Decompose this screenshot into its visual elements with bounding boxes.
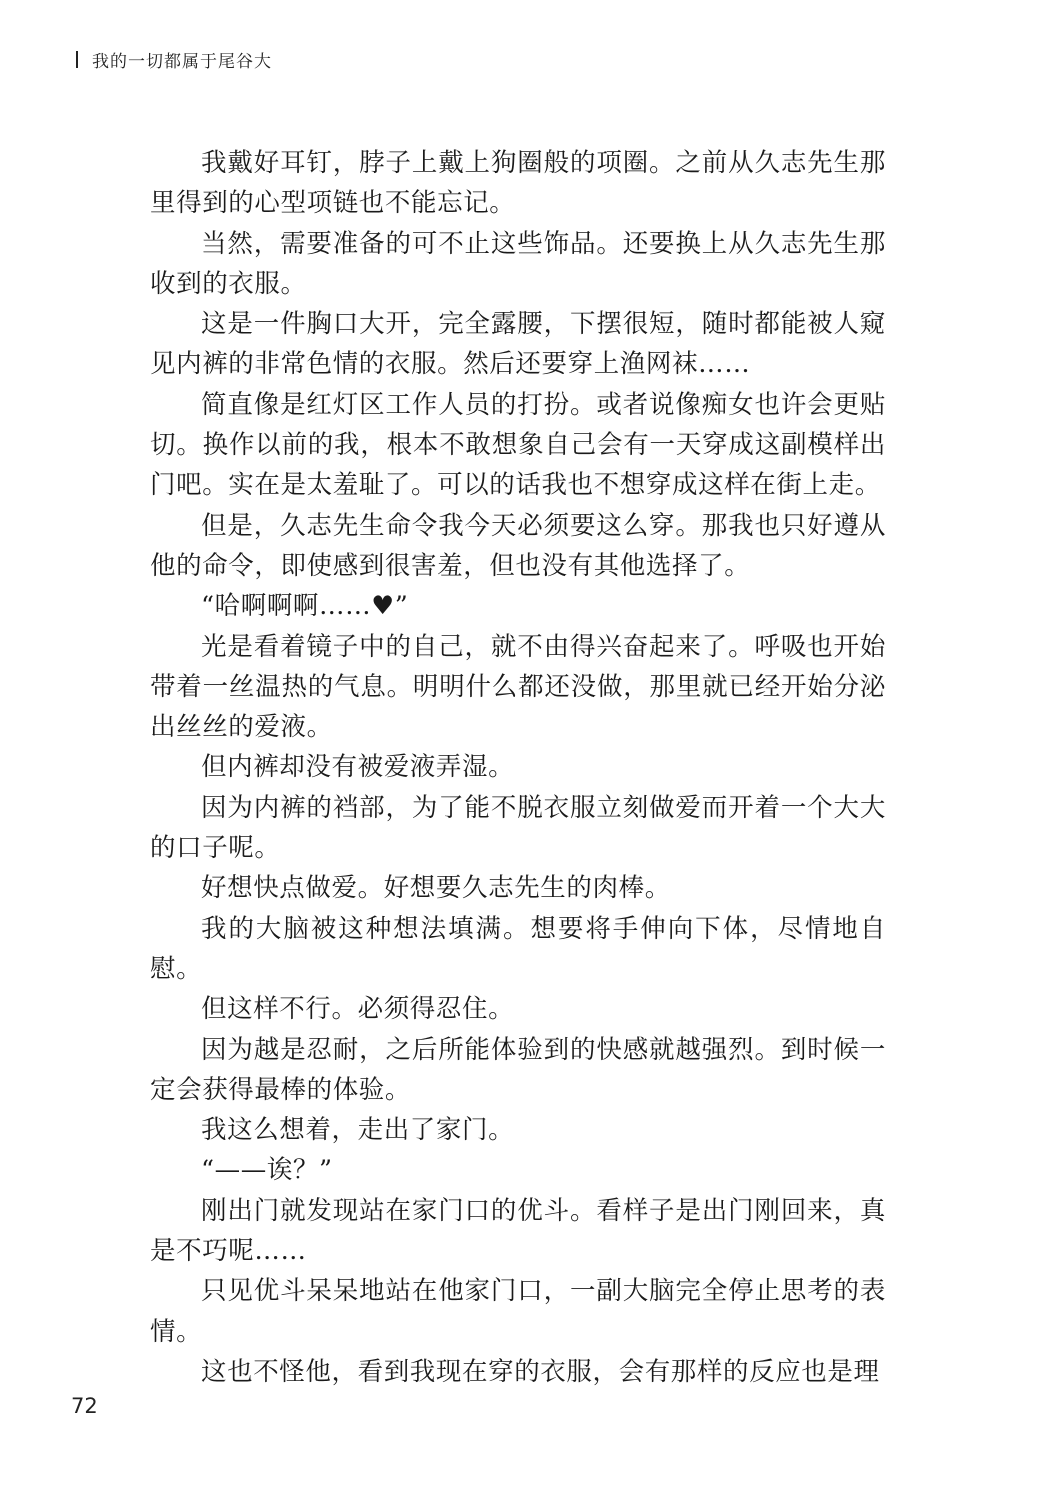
paragraph: 但内裤却没有被爱液弄湿。 [201,752,515,783]
body-text [150,143,886,1392]
running-header [76,47,272,72]
paragraph: 这是一件胸口大开，完全露腰，下摆很短，随时都能被人窥见内裤的非常色情的衣服。然后还要穿上渔网袜…… [150,309,886,380]
paragraph: 因为内裤的裆部，为了能不脱衣服立刻做爱而开着一个大大的口子呢。 [150,792,886,864]
paragraph: 光是看着镜子中的自己，就不由得兴奋起来了。呼吸也开始带着一丝温热的气息。明明什么都还没做，那里就已经开始分泌出丝丝的爱液。 [150,631,886,743]
paragraph: 但这样不行。必须得忍住。 [201,994,515,1025]
paragraph: 我这么想着，走出了家门。 [201,1115,515,1146]
paragraph: 因为越是忍耐，之后所能体验到的快感就越强烈。到时候一定会获得最棒的体验。 [150,1034,886,1105]
paragraph: 好想快点做爱。好想要久志先生的肉棒。 [201,873,671,904]
page-number: 72 [71,1394,98,1418]
header-divider [76,51,78,68]
paragraph: 只见优斗呆呆地站在他家门口，一副大脑完全停止思考的表情。 [150,1276,886,1347]
book-title: 我的一切都属于尾谷大 [92,52,272,72]
dialogue-paragraph: “哈啊啊啊……♥” [201,591,409,622]
paragraph: 简直像是红灯区工作人员的打扮。或者说像痴女也许会更贴切。换作以前的我，根本不敢想象自己会有一天穿成这副模样出门吧。实在是太羞耻了。可以的话我也不想穿成这样在街上走。 [150,389,886,501]
dialogue-paragraph: “——诶？” [201,1155,333,1186]
paragraph: 这也不怪他，看到我现在穿的衣服，会有那样的反应也是理 [201,1356,880,1387]
paragraph: 我戴好耳钉，脖子上戴上狗圈般的项圈。之前从久志先生那里得到的心型项链也不能忘记。 [150,148,886,219]
paragraph: 刚出门就发现站在家门口的优斗。看样子是出门刚回来，真是不巧呢…… [150,1195,886,1267]
paragraph: 但是，久志先生命令我今天必须要这么穿。那我也只好遵从他的命令，即使感到很害羞，但也没有其他选择了。 [150,510,886,581]
paragraph: 我的大脑被这种想法填满。想要将手伸向下体，尽情地自慰。 [150,913,886,984]
paragraph: 当然，需要准备的可不止这些饰品。还要换上从久志先生那收到的衣服。 [150,228,886,299]
